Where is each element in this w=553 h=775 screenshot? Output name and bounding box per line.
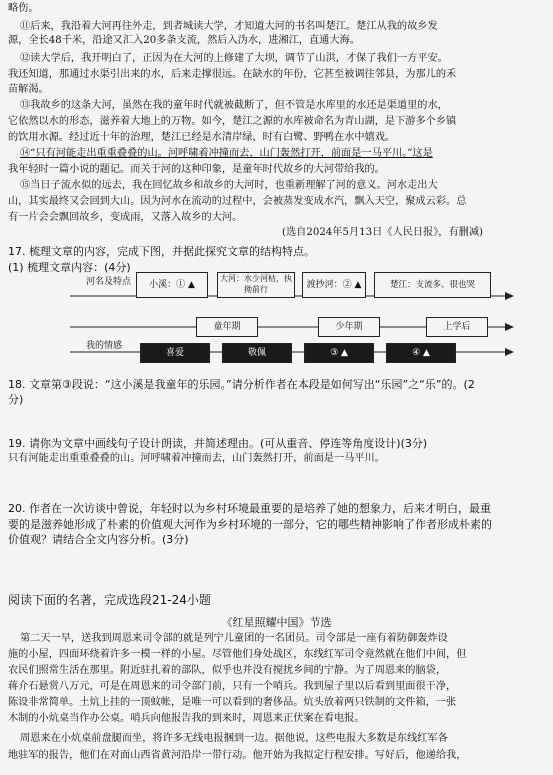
q17-sub: (1) 梳理文章内容：(4分) bbox=[8, 261, 131, 274]
passage-line-2: 源，全长48千米，沿途又汇入20多条支流，然后入沩水，进湘江，直通大海。 bbox=[8, 35, 360, 46]
box-dam-river: 渡抄河：② ▲ bbox=[302, 272, 366, 298]
excerpt-line-3: 蒋介石悬赏八万元，可是在周恩来的司令部门前，只有一个哨兵。我到屋子里以后看到里面很干净， bbox=[8, 681, 457, 692]
passage-line-3: ⑫读大学后，我开明白了，正因为在大河的上修建了大坝，调节了山洪，才保了我们一方平安。 bbox=[20, 53, 448, 64]
emotion-love: 喜爱 bbox=[140, 343, 210, 363]
passage-line-0: 略伤。 bbox=[8, 3, 39, 14]
row-label-river: 河名及特点 bbox=[86, 277, 132, 287]
row-label-emotion: 我的情感 bbox=[86, 341, 123, 351]
emotion-blank-3: ③ ▲ bbox=[304, 343, 374, 363]
excerpt-line-2: 农民们照常生活在那里。附近驻扎着的部队，似乎也并没有搅扰乡间的宁静。为了周恩来的脑袋， bbox=[8, 665, 447, 676]
passage-line-11: ⑮当日子流水似的远去，我在回忆故乡和故乡的大河时，也重新理解了河的意义。河水走出大 bbox=[20, 180, 438, 191]
passage-line-1: ⑪后来，我沿着大河再往外走，到者城读大学，才知道大河的书名叫楚江。楚江从我的故乡发 bbox=[20, 21, 438, 32]
section-heading: 阅读下面的名著，完成选段21-24小题 bbox=[8, 593, 211, 607]
emotion-admire: 敬佩 bbox=[222, 343, 292, 363]
q19-line1: 19. 请你为文章中画线句子设计朗读，并简述理由。(可从重音、停连等角度设计)(3分) bbox=[8, 437, 428, 450]
q17-stem: 17. 梳理文章的内容，完成下图，并据此探究文章的结构特点。 bbox=[8, 245, 315, 258]
passage-line-12: 山，其实最终又会回到大山。因为河水在流动的过程中，会被蒸发变成水汽，飘入天空，聚成云彩。总 bbox=[8, 196, 467, 207]
mid-axis-arrowhead bbox=[505, 323, 514, 331]
passage-line-9-underlined: ⑭“只有河能走出重重叠叠的山。河呼啸着冲撞而去，山门轰然打开，前面是一马平川。”这是 bbox=[20, 148, 433, 159]
excerpt-title: 《红星照耀中国》节选 bbox=[221, 616, 332, 629]
box-stream: 小溪：① ▲ bbox=[136, 272, 208, 298]
passage-line-13: 有一片会会飘回故乡，变成雨，又落入故乡的大河。 bbox=[8, 212, 243, 223]
q20-line2: 要的是滋养她形成了朴素的价值观大河作为乡村环境的一部分，它的哪些精神影响了作者形成朴素的 bbox=[8, 518, 492, 531]
passage-line-5: 苗解渴。 bbox=[8, 84, 49, 95]
box-chujiang: 楚江：支流多、很也哭 bbox=[374, 272, 491, 298]
excerpt-line-4: 陈设非常简单。土炕上挂的一顶蚊帐，是唯一可以看到的奢侈品。炕头放着两只铁制的文件箱，一张 bbox=[8, 697, 457, 708]
passage-line-7: 它依然以水的形态，滋养着大地上的万物。如今，楚江之源的水库被命名为青山湖，是下游多个乡镇 bbox=[8, 116, 457, 127]
q19-line2: 只有河能走出重重叠叠的山。河呼啸着冲撞而去，山门轰然打开，前面是一马平川。 bbox=[8, 453, 385, 464]
excerpt-line-0: 第二天一早，送我到周恩来司令部的就是列宁儿童团的一名团员。司令部是一座有着防御轰炸设 bbox=[20, 633, 448, 644]
excerpt-line-1: 施的小屋，四面环绕着许多一模一样的小屋。尽管他们身处战区，东线红军司令竟然就在他们中间，但 bbox=[8, 649, 467, 660]
excerpt-line-7: 地驻军的报告，他们在对面山西省黄河沿岸一带行动。他开始为我拟定行程安排。写好后，他递给我， bbox=[8, 750, 467, 761]
q20-line3: 价值观？请结合全文内容分析。(3分) bbox=[8, 533, 189, 546]
passage-line-4: 我还知道，那通过水渠引出来的水，后来走撑很远。在缺水的年份，它甚至被调往邻县，为那儿的禾 bbox=[8, 69, 457, 80]
stage-college: 上学后 bbox=[426, 317, 488, 337]
emotion-blank-4: ④ ▲ bbox=[386, 343, 456, 363]
passage-line-10: 我年轻时一篇小说的题记。而关于河的这种印象，是童年时代故乡的大河带给我的。 bbox=[8, 164, 385, 175]
excerpt-line-5: 木制的小炕桌当作办公桌。哨兵向他报告我的到来时，周恩来正伏案在看电报。 bbox=[8, 713, 365, 724]
stage-childhood: 童年期 bbox=[196, 317, 258, 337]
passage-source: (选自2024年5月13日《人民日报》，有删减) bbox=[282, 227, 484, 238]
excerpt-line-6: 周恩来在小炕桌前盘腿而坐，将许多无线电报捆到一边。据他说，这些电报大多数是东线红军各 bbox=[20, 733, 448, 744]
passage-line-6: ⑬我故乡的这条大河，虽然在我的童年时代就被截断了，但不管是水库里的水还是渠道里的水， bbox=[20, 100, 448, 111]
passage-line-8: 的饮用水源。经过近十年的治理，楚江已经是水清岸绿，时有白鹭、野鸭在水中嬉戏。 bbox=[8, 132, 396, 143]
box-river: 大河：水少河枯，执拗前行 bbox=[217, 272, 295, 298]
stage-youth: 少年期 bbox=[318, 317, 380, 337]
q18-line2: 分) bbox=[8, 393, 24, 406]
q20-line1: 20. 作者在一次访谈中曾说，年轻时以为乡村环境最重要的是培养了她的想象力，后来才明白，最重 bbox=[8, 502, 491, 515]
bottom-axis-arrowhead bbox=[505, 348, 514, 356]
diagram-arrows bbox=[0, 0, 553, 360]
top-axis-arrowhead bbox=[505, 292, 514, 300]
q18-line1: 18. 文章第③段说：“这小溪是我童年的乐园。”请分析作者在本段是如何写出“乐园”之“乐”的。(2 bbox=[8, 378, 475, 391]
